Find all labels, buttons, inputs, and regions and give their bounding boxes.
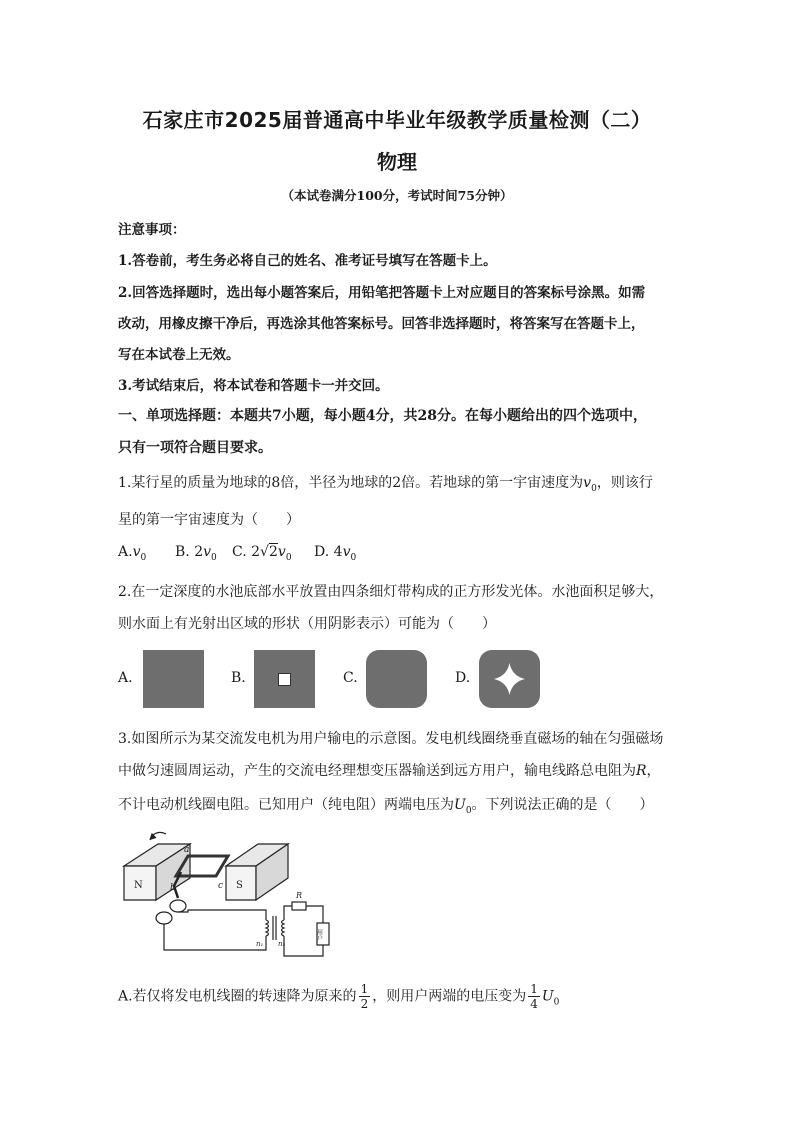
rotation-arrowhead-icon [150,834,156,840]
notes-item-2-line1: 2.回答选择题时，选出每小题答案后，用铅笔把答题卡上对应题目的答案标号涂黑。如需 [118,285,646,301]
q3-option-a-frac1 [359,982,371,1011]
q1-option-b[interactable] [175,544,217,563]
q3-line2-tail: ， [646,763,661,779]
q3-line2-text: 中做匀速圆周运动，产生的交流电经理想变压器输送到远方用户，输电线路总电阻为 [118,763,636,779]
resistor-label: R [296,891,303,900]
q1-option-c-var: v [277,544,286,560]
q2-line1: 2.在一定深度的水池底部水平放置由四条细灯带构成的正方形发光体。水池面积足够大， [118,584,664,600]
slip-ring-1 [170,900,186,912]
four-point-star-icon [479,650,540,708]
q3-var-u: U [454,797,466,813]
magnet-s-label: S [236,880,243,891]
q1-option-a-sub: 0 [140,552,147,563]
q1-option-d-var: v [342,544,351,560]
q1-option-b-var: v [203,544,212,560]
q3-var-u-sub: 0 [465,805,472,816]
q1-option-c-sub: 0 [285,552,292,563]
q1-option-d-sub: 0 [350,552,357,563]
q1-option-c-label: C. [232,544,247,560]
slip-ring-2 [156,912,172,924]
q1-var-v: v [583,475,592,491]
q3-option-a-sub: 0 [553,997,560,1008]
subject-title: 物理 [377,150,417,174]
q1-text-b: ，则该行 [596,475,653,491]
q3-line3 [118,794,654,816]
q3-line2 [118,760,661,780]
q1-option-c-coef: 2 [251,544,261,560]
q3-option-a-frac2 [528,982,540,1011]
secondary-turns-label: n₂ [278,940,286,948]
secondary-wire-top-left [284,906,292,920]
q3-line3-tail: 。下列说法正确的是（ ） [471,797,654,813]
q3-option-a-mid: ，则用户两端的电压变为 [372,988,527,1005]
q2-option-c-shape[interactable] [366,650,427,708]
notes-item-1: 1.答卷前，考生务必将自己的姓名、准考证号填写在答题卡上。 [118,253,497,269]
q2-option-d-shape[interactable] [479,650,540,708]
q3-option-a[interactable] [118,982,559,1011]
q1-option-d-label: D. [314,544,330,560]
q1-option-a[interactable] [118,544,146,563]
q2-line2: 则水面上有光射出区域的形状（用阴影表示）可能为（ ） [118,616,496,632]
q3-option-a-frac2-den: 4 [530,997,538,1011]
q1-option-b-label: B. [175,544,190,560]
q1-option-c-root: 2 [268,544,278,560]
q1-option-b-sub: 0 [211,552,217,563]
q1-option-d-coef: 4 [333,544,343,560]
q1-option-a-label: A. [118,544,133,560]
primary-wire-bottom [164,924,266,950]
notes-item-2-line2: 改动，用橡皮擦干净后，再选涂其他答案标号。回答非选择题时，将答案写在答题卡上， [118,316,645,332]
user-load-label: 用户 [315,929,323,941]
notes-heading: 注意事项： [118,222,186,238]
coil-label-c: c [218,881,224,891]
magnet-n-label: N [134,880,143,891]
q3-option-a-frac1-num: 1 [360,982,369,996]
primary-turns-label: n₁ [256,940,264,948]
q2-option-a-shape[interactable] [143,650,204,708]
q1-line2: 星的第一宇宙速度为（ ） [118,512,300,528]
coil-label-a: a [184,845,190,855]
q3-option-a-frac2-num: 1 [530,982,538,996]
q3-option-a-var: U [541,988,554,1005]
q2-option-d-label[interactable]: D. [455,670,471,686]
primary-coil [266,920,269,936]
q1-option-c[interactable] [232,544,292,563]
coil-label-b: b [170,883,176,893]
q3-line3-text: 不计电动机线圈电阻。已知用户（纯电阻）两端电压为 [118,797,454,813]
q1-option-d[interactable] [314,544,356,563]
q3-option-a-frac1-den: 2 [360,997,369,1011]
q1-line1 [118,472,653,494]
q1-text-a: 1.某行星的质量为地球的8倍，半径为地球的2倍。若地球的第一宇宙速度为 [118,475,584,491]
q1-option-a-var: v [132,544,141,560]
secondary-coil [282,920,285,936]
q2-option-b-hole [278,673,291,686]
sqrt-icon: √ [260,544,269,560]
q1-option-b-coef: 2 [194,544,204,560]
q1-var-sub: 0 [591,483,597,494]
q2-option-c-label[interactable]: C. [343,670,358,686]
resistor-r [292,902,306,910]
secondary-wire-top-right [306,906,323,923]
section1-line1: 一、单项选择题：本题共7小题，每小题4分，共28分。在每小题给出的四个选项中， [118,408,647,424]
notes-item-3: 3.考试结束后，将本试卷和答题卡一并交回。 [118,378,389,394]
q2-option-b-label[interactable]: B. [231,670,246,686]
notes-item-2-line3: 写在本试卷上无效。 [118,347,240,363]
q3-line1: 3.如图所示为某交流发电机为用户输电的示意图。发电机线圈绕垂直磁场的轴在匀强磁场 [118,731,664,747]
q3-option-a-text: A.若仅将发电机线圈的转速降为原来的 [118,988,357,1005]
exam-meta: （本试卷满分100分，考试时间75分钟） [281,188,513,203]
q3-var-r: R [636,763,647,779]
primary-wire-top [178,910,266,920]
page-title: 石家庄市2025届普通高中毕业年级教学质量检测（二） [142,108,652,132]
q2-option-a-label[interactable]: A. [118,670,133,686]
q2-option-b-shape[interactable] [254,650,315,708]
section1-line2: 只有一项符合题目要求。 [118,440,272,456]
generator-circuit-diagram [118,828,333,968]
